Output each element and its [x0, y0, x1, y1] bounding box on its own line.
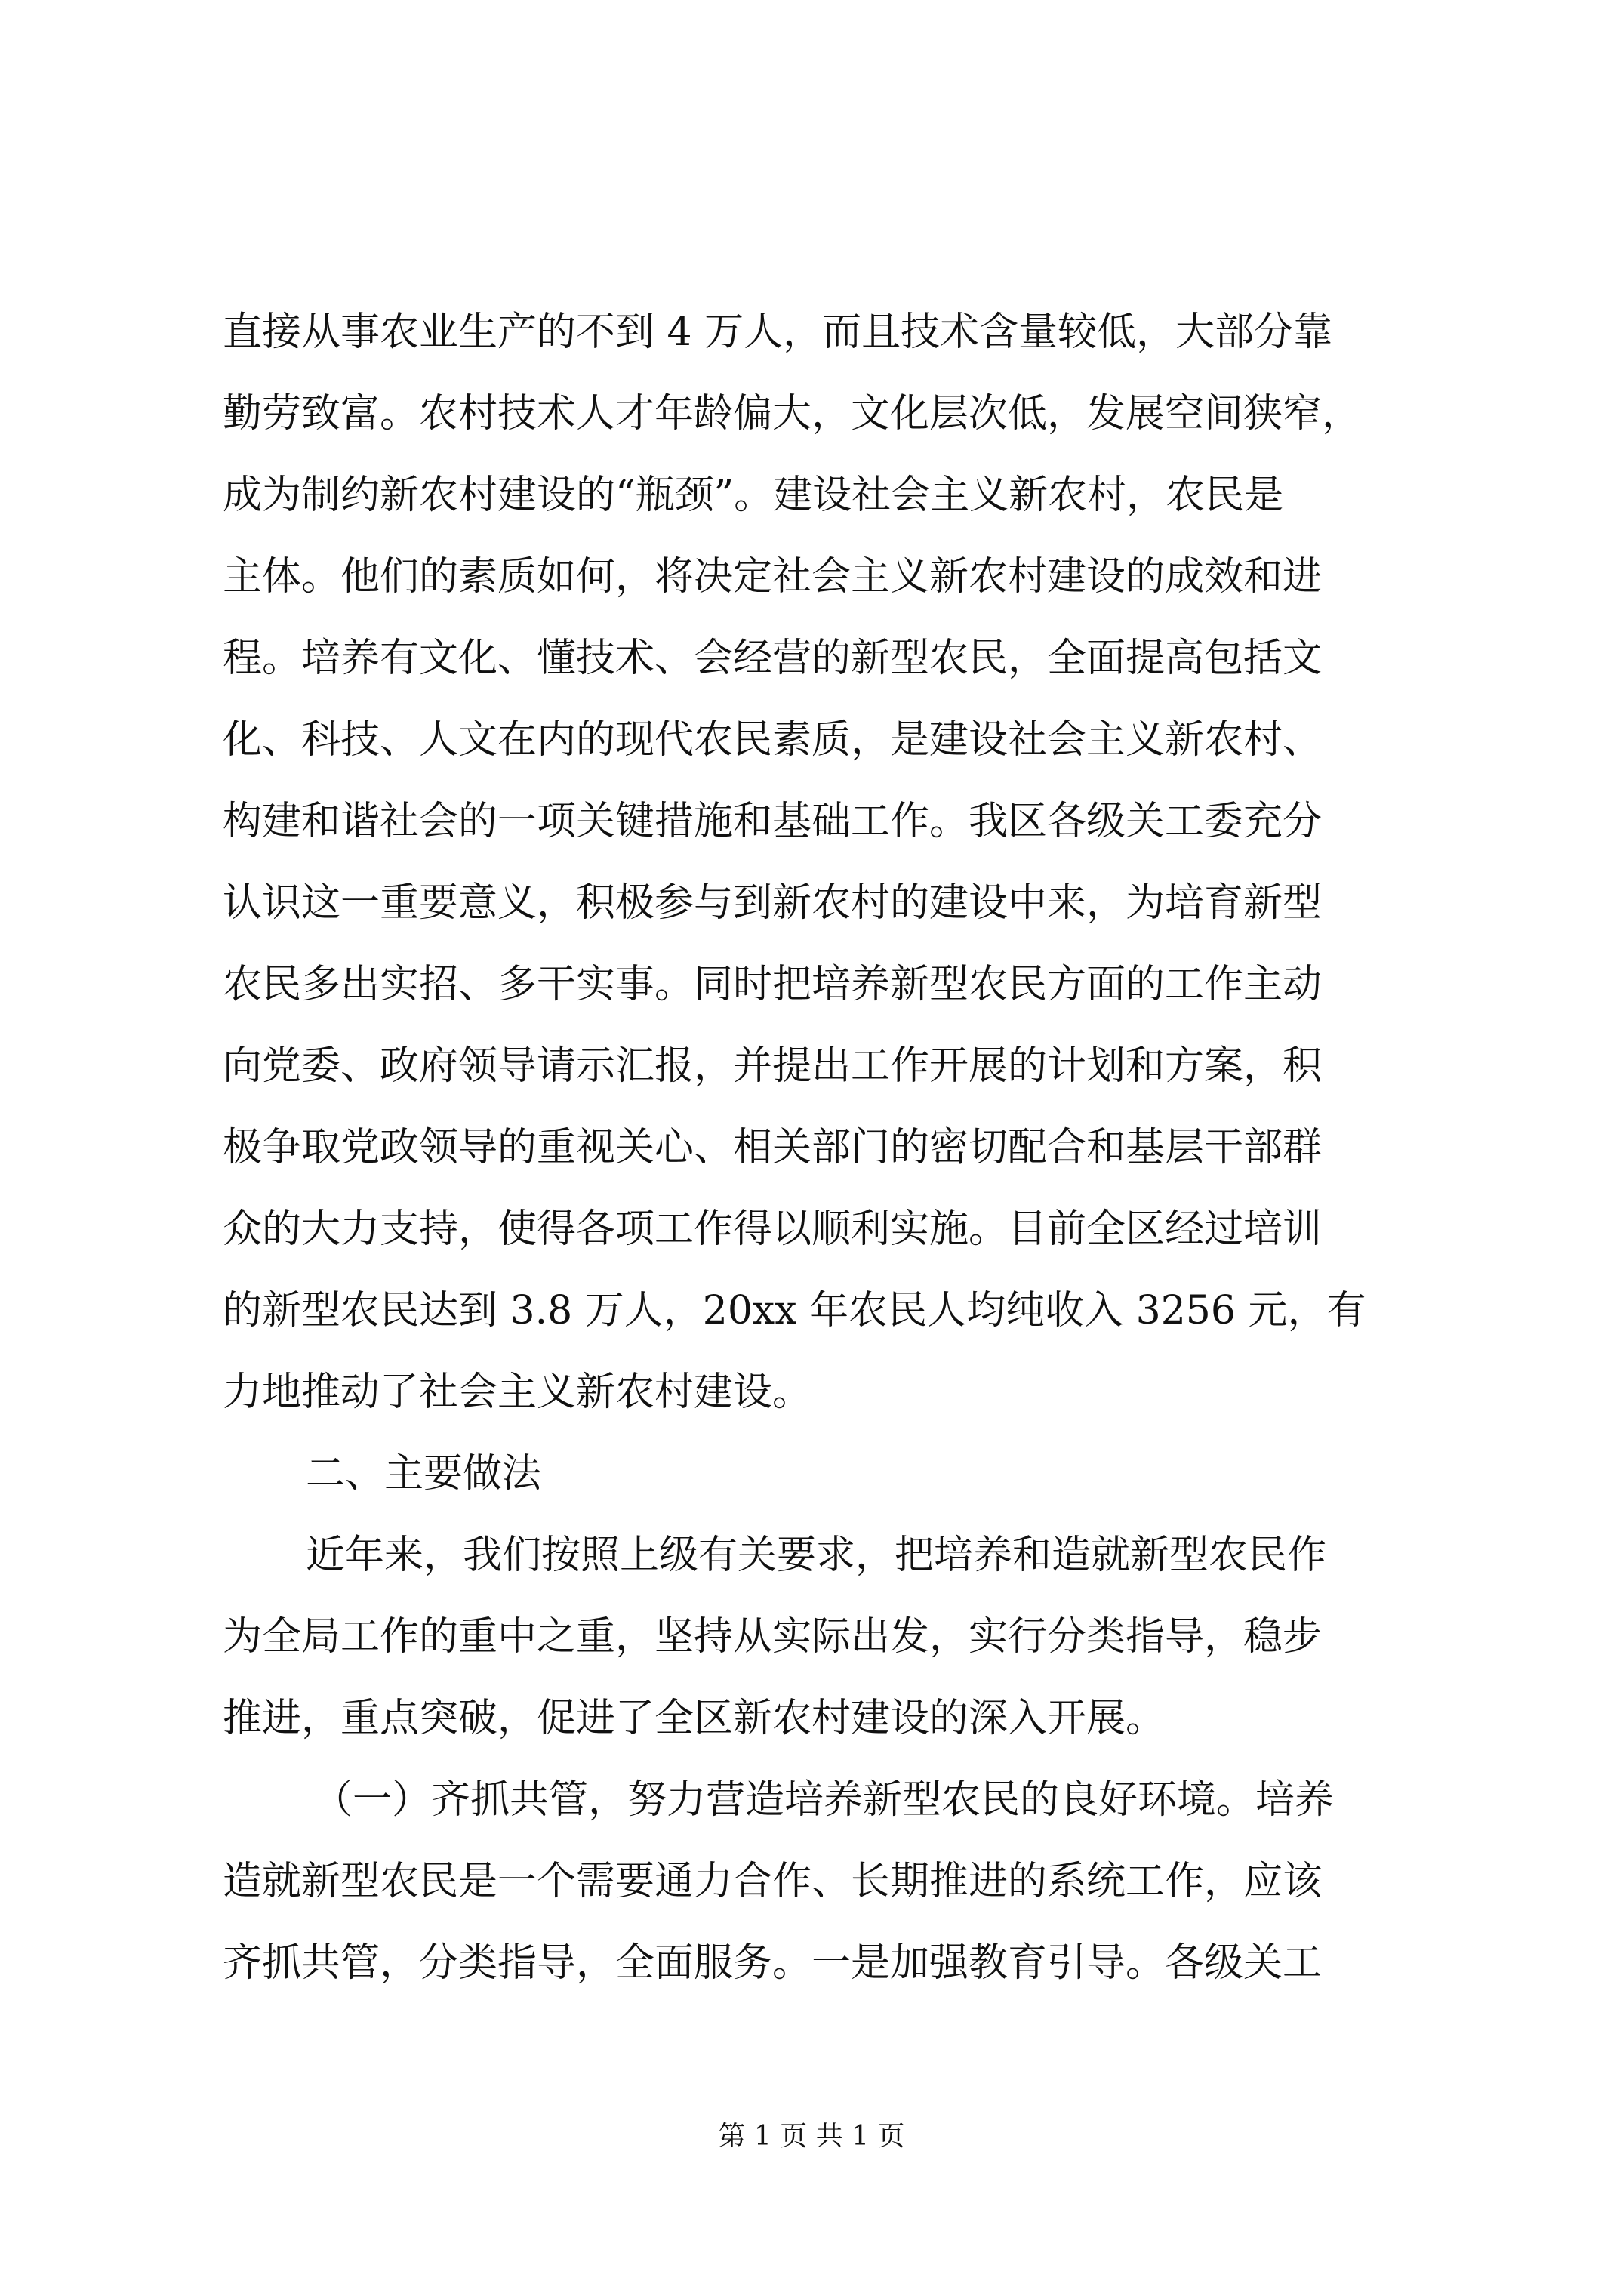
text-line: 认识这一重要意义，积极参与到新农村的建设中来，为培育新型	[223, 880, 1323, 926]
text-line: 直接从事农业生产的不到 4 万人，而且技术含量较低，大部分靠	[223, 310, 1333, 355]
text-line: 向党委、政府领导请示汇报，并提出工作开展的计划和方案，积	[223, 1043, 1323, 1089]
text-line: 农民多出实招、多干实事。同时把培养新型农民方面的工作主动	[223, 962, 1323, 1007]
text-line: 成为制约新农村建设的“瓶颈”。建设社会主义新农村，农民是	[223, 473, 1284, 518]
text-line: 主体。他们的素质如何，将决定社会主义新农村建设的成效和进	[223, 554, 1323, 599]
text-line: 齐抓共管，分类指导，全面服务。一是加强教育引导。各级关工	[223, 1940, 1323, 1986]
text-line: 程。培养有文化、懂技术、会经营的新型农民，全面提高包括文	[223, 636, 1323, 681]
text-line: 造就新型农民是一个需要通力合作、长期推进的系统工作，应该	[223, 1859, 1323, 1904]
text-line: 近年来，我们按照上级有关要求，把培养和造就新型农民作	[306, 1533, 1327, 1578]
subsection-line: （一）齐抓共管，努力营造培养新型农民的良好环境。培养	[313, 1777, 1335, 1823]
text-line: 力地推动了社会主义新农村建设。	[223, 1370, 812, 1415]
section-heading: 二、主要做法	[306, 1451, 542, 1496]
text-line: 的新型农民达到 3.8 万人，20xx 年农民人均纯收入 3256 元，有	[223, 1288, 1366, 1333]
text-line: 化、科技、人文在内的现代农民素质，是建设社会主义新农村、	[223, 717, 1323, 763]
page-footer: 第 1 页 共 1 页	[718, 2121, 905, 2152]
text-line: 推进，重点突破，促进了全区新农村建设的深入开展。	[223, 1696, 1166, 1741]
text-line: 勤劳致富。农村技术人才年龄偏大，文化层次低，发展空间狭窄，	[223, 391, 1362, 436]
text-line: 众的大力支持，使得各项工作得以顺利实施。目前全区经过培训	[223, 1207, 1323, 1252]
text-line: 构建和谐社会的一项关键措施和基础工作。我区各级关工委充分	[223, 799, 1323, 844]
text-line: 为全局工作的重中之重，坚持从实际出发，实行分类指导，稳步	[223, 1614, 1323, 1660]
text-line: 极争取党政领导的重视关心、相关部门的密切配合和基层干部群	[223, 1125, 1323, 1170]
